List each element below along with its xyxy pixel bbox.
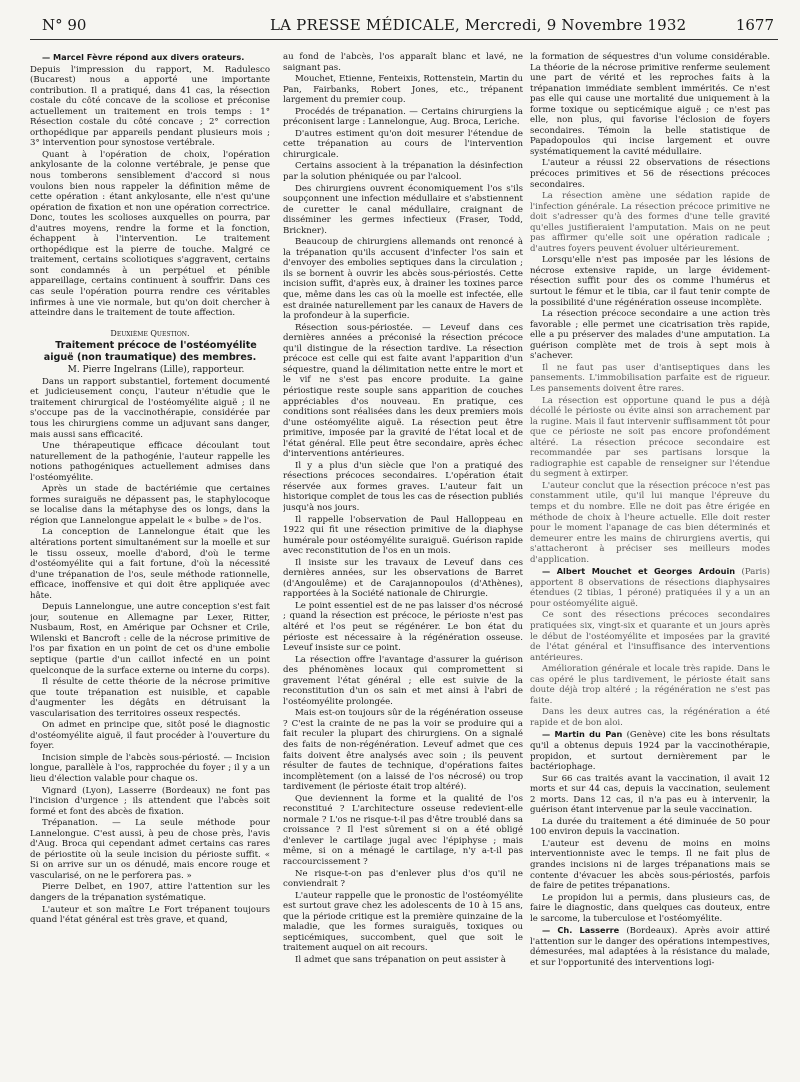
paragraph: Il ne faut pas user d'antiseptiques dans les pansements. L'immobilisation parfaite est de rigueur. Les pansements doivent être rares.: [530, 362, 770, 394]
paragraph: La résection offre l'avantage d'assurer la guérison des phénomènes locaux qui compromettent si gravement l'état général ; elle est suivie de la reconstitution d'un os sain et met ainsi à l'abri de l'ostéomyélite prolongée.: [283, 654, 523, 707]
paragraph: La résection est opportune quand le pus a déjà décollé le périoste ou évite ainsi son arrachement par la rugine. Mais il faut intervenir suffisamment tôt pour que ce périoste ne soit pas encore profondément altéré. La résection précoce secondaire est recommandée par ses partisans lorsque la radiographie est capable de renseigner sur l'étendue du segment à extirper.: [530, 395, 770, 480]
paragraph-inline: (Paris) apportent 8 observations de résections diaphysaires étendues (2 tibias, 1 péroné) pratiquées il y a un an pour ostéomyélite aiguë.: [530, 567, 770, 609]
paragraph: Quant à l'opération de choix, l'opération ankylosante de la colonne vertébrale, je pense que nous tomberons sensiblement d'accord si nous voulons bien nous rappeler la définition même de cette opération : étant ankylosante, elle n'est qu'une opération de fixation et non une opération correctrice. Donc, toutes les scolioses auxquelles on pourra, par d'autres moyens, rendre la forme et la fonction, échappent à l'intervention. Le traitement orthopédique est la pierre de touche. Malgré ce traitement, certains scoliotiques s'aggravent, certains sont condamnés à un perpétuel et pénible appareillage, certains continuent à souffrir. Dans ces cas seule l'opération pourra rendre ces véritables infirmes à une vie normale, but qu'on doit chercher à atteindre dans le traitement de toute affection.: [30, 149, 270, 319]
rapporteur-line: M. Pierre Ingelrans (Lille), rapporteur.: [67, 365, 245, 376]
paragraph: L'auteur a réussi 22 observations de résections précoces primitives et 56 de résections précoces secondaires.: [530, 158, 770, 190]
author-lasserre: — Ch. Lasserre: [542, 925, 620, 936]
column-3: [530, 52, 770, 1077]
author-mouchet-ardouin: — Albert Mouchet et Georges Ardouin: [542, 566, 736, 577]
paragraph: Il insiste sur les travaux de Leveuf dans ces dernières années, sur les observations de Barret (d'Angoulême) et de Carajannopoulos (d'Athènes), rapportées à la Société nationale de Chirurgie.: [283, 557, 523, 600]
paragraph: Le point essentiel est de ne pas laisser d'os nécrosé ; quand la résection est précoce, le périoste n'est pas altéré et l'os peut se régénérer. Le bon état du périoste est nécessaire à la régénération osseuse. Leveuf insiste sur ce point.: [283, 600, 523, 654]
paragraph: L'auteur et son maître Le Fort trépanent toujours quand l'état général est très grave, et quand,: [30, 904, 270, 926]
paragraph: La résection amène une sédation rapide de l'infection générale. La résection précoce primitive ne doit s'adresser qu'à des formes d'une telle gravité qu'elles justifieraient l'amputation. Mais on ne peut pas affirmer qu'elle soit une opération radicale ; d'autres foyers peuvent évoluer ultérieurement.: [530, 191, 770, 254]
journal-title: LA PRESSE MÉDICALE, Mercredi, 9 Novembre 1932: [270, 16, 687, 34]
paragraph: Des chirurgiens ouvrent économiquement l'os s'ils soupçonnent une infection médullaire et s'abstiennent de curetter le canal médullaire, craignant de disséminer les germes infectieux (Fraser, Todd, Brickner).: [283, 183, 523, 236]
paragraph: Incision simple de l'abcès sous-périosté. — Incision longue, parallèle à l'os, rapprochée du foyer ; il y a un lieu d'élection valable pour chaque os.: [30, 752, 270, 784]
paragraph: Ne risque-t-on pas d'enlever plus d'os qu'il ne conviendrait ?: [283, 868, 523, 890]
paragraph-inline: (Bordeaux). Après avoir attiré l'attention sur le danger des opérations intempestives, démesurées, mal adaptées à la résistance du malade, et sur l'opportunité des interventions logi-: [530, 926, 770, 968]
author-fevre: — Marcel Fèvre répond aux divers orateurs.: [42, 52, 245, 62]
paragraph: Depuis l'impression du rapport, M. Radulesco (Bucarest) nous a apporté une importante contribution. Il a pratiqué, dans 41 cas, la résection costale du côté concave de la scoliose et préconise actuellement un traitement en trois temps : 1° Résection costale du côté concave ; 2° correction orthopédique par appareils pendant plusieurs mois ; 3° intervention pour synostose vertébrale.: [30, 64, 270, 149]
column-2: [283, 52, 523, 1077]
paragraph: Dans les deux autres cas, la régénération a été rapide et de bon aloi.: [530, 707, 770, 728]
paragraph: La résection précoce secondaire a une action très favorable ; elle permet une cicatrisation très rapide, elle a pu préserver des malades d'une amputation. La guérison complète met de trois à sept mois à s'achever.: [530, 309, 770, 362]
issue-number: N° 90: [42, 16, 87, 34]
author-martin-du-pan: — Martin du Pan: [542, 729, 623, 740]
paragraph: Résection sous-périostée. — Leveuf dans ces dernières années a préconisé la résection précoce qu'il distingue de la résection tardive. La résection précoce est celle qui est faite avant l'apparition d'un séquestre, quand la délimitation nette entre le mort et le vif ne s'est pas encore produite. La gaine périostique reste souple sans apparition de couches appréciables d'os nouveau. En pratique, ces conditions sont réalisées dans les deux premiers mois d'une ostéomyélite aiguë. La résection peut être primitive, imposée par la gravité de l'état local et de l'état général. Elle peut être secondaire, après échec d'interventions antérieures.: [283, 322, 523, 460]
paragraph: Le propidon lui a permis, dans plusieurs cas, de faire le diagnostic, dans quelques cas douteux, entre le sarcome, la tuberculose et l'ostéomyélite.: [530, 892, 770, 924]
paragraph: Beaucoup de chirurgiens allemands ont renoncé à la trépanation qu'ils accusent d'infecter l'os sain et d'envoyer des embolies septiques dans la circulation ; ils se bornent à ouvrir les abcès sous-périostés. Cette incision suffit, d'après eux, à drainer les toxines parce que, même dans les cas où la moelle est infectée, elle est drainée naturellement par les canaux de Havers de la profondeur à la superficie.: [283, 237, 523, 322]
paragraph: Lorsqu'elle n'est pas imposée par les lésions de nécrose extensive rapide, un large évidement-résection suffit pour des os comme l'humérus et surtout le fémur et le tibia, car il faut tenir compte de la possibilité d'une régénération osseuse incomplète.: [530, 255, 770, 308]
paragraph: au fond de l'abcès, l'os apparaît blanc et lavé, ne saignant pas.: [283, 52, 523, 73]
paragraph: L'auteur rappelle que le pronostic de l'ostéomyélite est surtout grave chez les adolescents de 10 à 15 ans, que la période critique est la première quinzaine de la maladie, que les formes suraiguës, toxiques ou septicémiques, succombent, quel que soit le traitement auquel on ait recours.: [283, 890, 523, 954]
paragraph: Il résulte de cette théorie de la nécrose primitive que toute trépanation est nuisible, et capable d'augmenter les dégâts en détruisant la vascularisation des territoires osseux respectés.: [30, 677, 270, 719]
column-1: [30, 52, 270, 1077]
paragraph: Mouchet, Etienne, Fenteixis, Rottenstein, Martin du Pan, Fairbanks, Robert Jones, etc., trépanent largement du premier coup.: [283, 74, 523, 106]
paragraph: Dans un rapport substantiel, fortement documenté et judicieusement conçu, l'auteur n'étudie que le traitement chirurgical de l'ostéomyélite aiguë ; il ne s'occupe pas de la vaccinothérapie, considérée par tous les chirurgiens comme un adjuvant sans danger, mais aussi sans efficacité.: [30, 376, 270, 440]
paragraph: Que deviennent la forme et la qualité de l'os reconstitué ? L'architecture osseuse redevient-elle normale ? L'os ne risque-t-il pas d'être troublé dans sa croissance ? Il l'est sûrement si on a été obligé d'enlever le cartilage jugal avec l'épiphyse ; mais même, si on a ménagé le cartilage, n'y a-t-il pas raccourcissement ?: [283, 793, 523, 868]
paragraph: Il admet que sans trépanation on peut assister à: [295, 954, 506, 965]
paragraph: Amélioration générale et locale très rapide. Dans le cas opéré le plus tardivement, le périoste était sans doute déjà trop altéré ; la régénération ne s'est pas faite.: [530, 664, 770, 706]
paragraph: Certains associent à la trépanation la désinfection par la solution phéniquée ou par l'alcool.: [283, 161, 523, 183]
paragraph: La conception de Lannelongue était que les altérations portent simultanément sur la moelle et sur le tissu osseux, moelle d'abord, d'où le terme d'ostéomyélite qui a fait fortune, d'où la nécessité d'une trépanation de l'os, seule méthode rationnelle, efficace, inoffensive et qui doit être appliquée avec hâte.: [30, 527, 270, 601]
paragraph: Il y a plus d'un siècle que l'on a pratiqué des résections précoces secondaires. L'opération était réservée aux formes graves. L'auteur fait un historique complet de tous les cas de résection publiés jusqu'à nos jours.: [283, 460, 523, 513]
paragraph: la formation de séquestres d'un volume considérable. La théorie de la nécrose primitive renferme seulement une part de vérité et les reproches faits à la trépanation immédiate semblent immérités. Ce n'est pas elle qui cause une mortalité due uniquement à la forme toxique ou septicémique aiguë ; ce n'est pas elle, non plus, qui favorise l'éclosion de foyers secondaires. Témoin la belle statistique de Papadopoulos qui incise largement et ouvre systématiquement la cavité médullaire.: [530, 52, 770, 157]
page-number: 1677: [735, 16, 774, 34]
paragraph: Il rappelle l'observation de Paul Halloppeau en 1922 qui fit une résection primitive de la diaphyse humérale pour ostéomyélite suraiguë. Guérison rapide avec reconstitution de l'os en un mois.: [283, 514, 523, 557]
section-title: Traitement précoce de l'ostéomyélite aiguë (non traumatique) des membres.: [43, 340, 257, 364]
paragraph: La durée du traitement a été diminuée de 50 pour 100 environ depuis la vaccination.: [530, 816, 770, 838]
paragraph: Trépanation. — La seule méthode pour Lannelongue. C'est aussi, à peu de chose près, l'avis d'Aug. Broca qui cependant admet certains cas rares de périostite où la seule incision du périoste suffit. « Si on arrive sur un os dénudé, mais encore rouge et vascularisé, on ne le perforera pas. »: [30, 818, 270, 881]
paragraph-inline: (Genève) cite les bons résultats qu'il a obtenus depuis 1924 par la vaccinothérapie, propidon, et surtout dernièrement par le bactériophage.: [530, 730, 770, 773]
paragraph: Ce sont des résections précoces secondaires pratiquées six, vingt-six et quarante et un jours après le début de l'ostéomyélite et imposées par la gravité de l'état général et l'insuffisance des interventions antérieures.: [530, 610, 770, 663]
paragraph: Une thérapeutique efficace découlant tout naturellement de la pathogénie, l'auteur rappelle les notions pathogéniques actuellement admises dans l'ostéomyélite.: [30, 441, 270, 483]
paragraph: Mais est-on toujours sûr de la régénération osseuse ? C'est la crainte de ne pas la voir se produire qui a fait reculer la plupart des chirurgiens. On a signalé des faits de non-régénération. Leveuf admet que ces faits doivent être analysés avec soin ; ils peuvent résulter de fautes de technique, d'opérations faites incomplètement (on a laissé de l'os nécrosé) ou trop tardivement (le périoste était trop altéré).: [283, 708, 523, 793]
paragraph: L'auteur est devenu de moins en moins interventionniste avec le temps. Il ne fait plus de grandes incisions ni de larges trépanations mais se contente d'évacuer les abcès sous-périostés, parfois de faire de petites trépanations.: [530, 838, 770, 892]
paragraph: D'autres estiment qu'on doit mesurer l'étendue de cette trépanation au cours de l'intervention chirurgicale.: [283, 128, 523, 160]
second-question-heading: Deuxième Question.: [110, 328, 190, 338]
paragraph: L'auteur conclut que la résection précoce n'est pas constamment utile, qu'il lui manque l'épreuve du temps et du nombre. Elle ne doit pas être érigée en méthode de choix à l'heure actuelle. Elle doit rester pour le moment l'apanage de cas bien déterminés et demeurer entre les mains de chirurgiens avertis, qui s'attacheront à préciser ses meilleurs modes d'application.: [530, 480, 770, 565]
paragraph: Pierre Delbet, en 1907, attire l'attention sur les dangers de la trépanation systématique.: [30, 882, 270, 904]
paragraph: On admet en principe que, sitôt posé le diagnostic d'ostéomyélite aiguë, il faut procéder à l'ouverture du foyer.: [30, 720, 270, 752]
paragraph: Depuis Lannelongue, une autre conception s'est fait jour, soutenue en Allemagne par Lexer, Ritter, Nusbaum, Rost, en Amérique par Ochsner et Crile, Wilenski et Bancroft : celle de la nécrose primitive de l'os par fixation en un point de cet os d'une embolie septique (partie d'un caillot infecté en un point quelconque de la surface externe ou interne du corps).: [30, 602, 270, 676]
page-header: [30, 14, 778, 40]
paragraph: Après un stade de bactériémie que certaines formes suraiguës ne dépassent pas, le staphylocoque se localise dans la métaphyse des os longs, dans la région que Lannelongue appelait le « bulbe » de l'os.: [30, 484, 270, 526]
paragraph: Procédés de trépanation. — Certains chirurgiens la préconisent large : Lannelongue, Aug. Broca, Leriche.: [283, 106, 523, 128]
paragraph: Vignard (Lyon), Lasserre (Bordeaux) ne font pas l'incision d'urgence ; ils attendent que l'abcès soit formé et font des abcès de fixation.: [30, 785, 270, 817]
paragraph: Sur 66 cas traités avant la vaccination, il avait 12 morts et sur 44 cas, depuis la vaccination, seulement 2 morts. Dans 12 cas, il n'a pas eu à intervenir, la guérison étant intervenue par la seule vaccination.: [530, 773, 770, 816]
